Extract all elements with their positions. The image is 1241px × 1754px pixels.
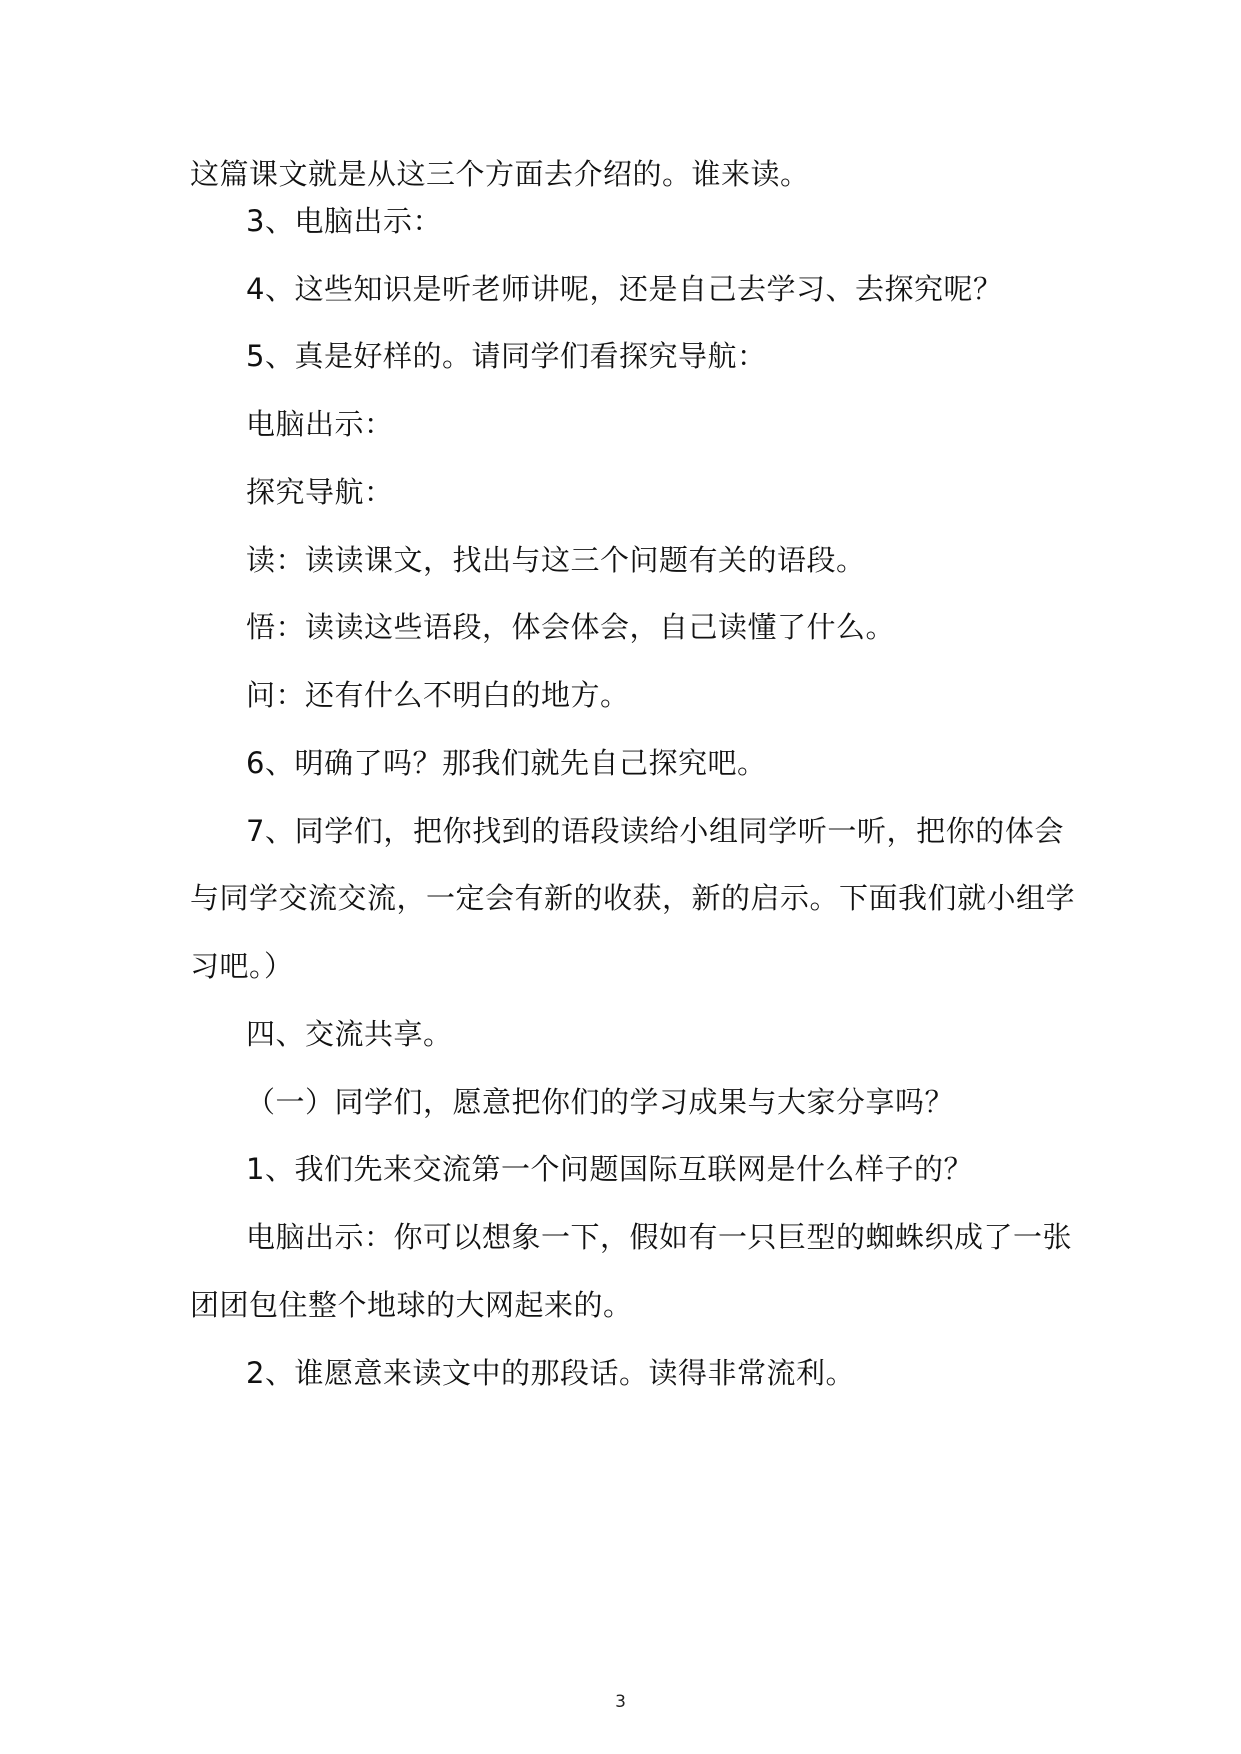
text-line: 2、谁愿意来读文中的那段话。读得非常流利。	[246, 1356, 855, 1390]
text-line: 四、交流共享。	[246, 1017, 453, 1051]
text-line: 与同学交流交流，一定会有新的收获，新的启示。下面我们就小组学	[190, 881, 1076, 915]
text-line: 电脑出示：你可以想象一下，假如有一只巨型的蜘蛛织成了一张	[246, 1220, 1073, 1254]
text-line: （一）同学们，愿意把你们的学习成果与大家分享吗？	[246, 1085, 955, 1119]
text-line: 4、这些知识是听老师讲呢，还是自己去学习、去探究呢？	[246, 272, 1003, 306]
text-line: 电脑出示：	[246, 407, 394, 441]
text-line: 悟：读读这些语段，体会体会，自己读懂了什么。	[246, 610, 896, 644]
text-line: 读：读读课文，找出与这三个问题有关的语段。	[246, 543, 866, 577]
text-line: 5、真是好样的。请同学们看探究导航：	[246, 339, 767, 373]
text-line: 6、明确了吗？那我们就先自己探究吧。	[246, 746, 767, 780]
text-line: 7、同学们，把你找到的语段读给小组同学听一听，把你的体会	[246, 814, 1064, 848]
text-line: 1、我们先来交流第一个问题国际互联网是什么样子的？	[246, 1152, 973, 1186]
text-line: 习吧。）	[190, 949, 294, 983]
text-line: 3、电脑出示：	[246, 204, 442, 238]
text-line: 探究导航：	[246, 475, 394, 509]
text-line: 这篇课文就是从这三个方面去介绍的。谁来读。	[190, 157, 810, 191]
text-line: 问：还有什么不明白的地方。	[246, 678, 630, 712]
page-number: 3	[615, 1692, 626, 1712]
text-line: 团团包住整个地球的大网起来的。	[190, 1288, 633, 1322]
